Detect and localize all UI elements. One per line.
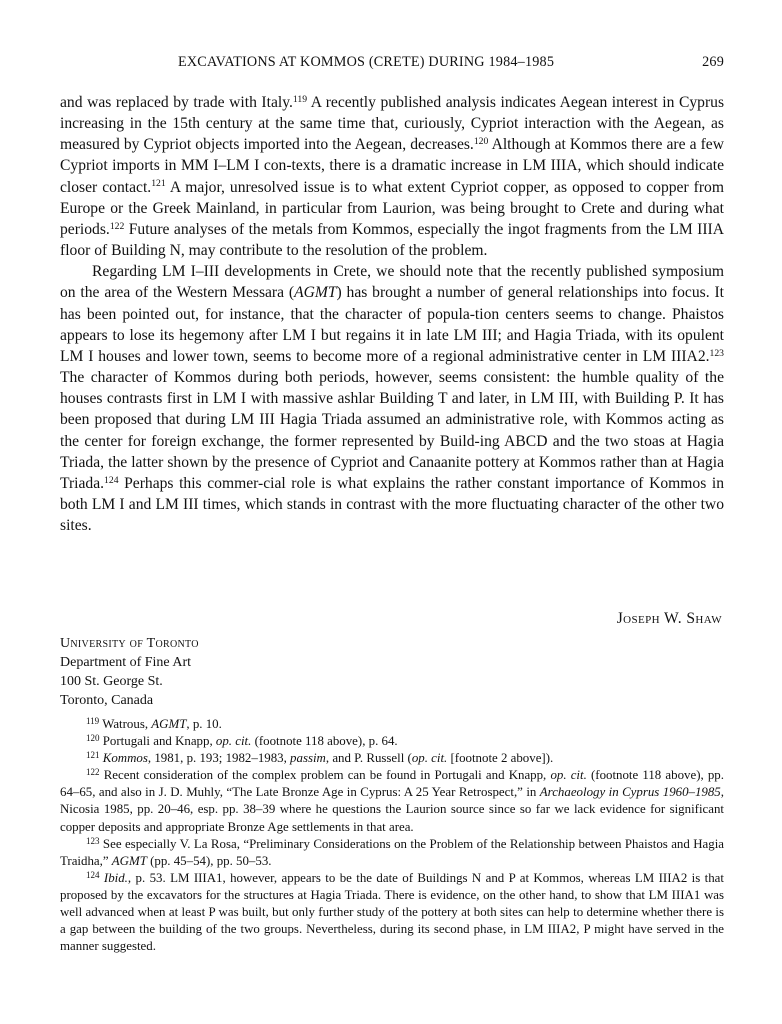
text-run: (footnote 118 above), p. 64. — [251, 734, 398, 749]
footnote-ref-123: 123 — [709, 347, 724, 359]
paragraph-2 — [60, 261, 724, 536]
footnote-120 — [60, 733, 724, 750]
text-run: Regarding LM I–III developments in Crete, we should note that the recently published symposium on the area of the Western Messara ( — [60, 263, 724, 302]
footnote-ref-120: 120 — [473, 136, 489, 147]
text-run: Although at Kommos there are a few Cypriot imports in MM I–LM I con-texts, there is a dramatic increase in LM IIIA, which should indicate closer contact. — [60, 136, 724, 196]
text-run: Recent consideration of the complex problem can be found in Portugali and Knapp, — [99, 768, 551, 783]
footnote-number: 123 — [86, 835, 100, 846]
text-run: Future analyses of the metals from Kommos, especially the ingot fragments from the LM IIIA floor of Building N, may contribute to the resolution of the problem. — [60, 220, 724, 260]
footnote-number: 121 — [86, 750, 100, 761]
text-run: [footnote 2 above]). — [447, 751, 554, 766]
text-run: , p. 10. — [186, 717, 222, 731]
footnote-121 — [60, 750, 724, 767]
footnote-ref-122: 122 — [109, 220, 125, 232]
text-run: Watrous, — [99, 717, 152, 731]
footnote-123 — [60, 836, 724, 870]
text-run: A recently published analysis indicates Aegean interest in Cyprus increasing in the 15th century at the same time that, curiously, Cypriot interaction with the Aegean, as measured by Cypriot objects imported into the Aegean, decreases. — [60, 94, 725, 154]
footnote-ref-121: 121 — [151, 178, 166, 190]
footnote-119 — [60, 716, 724, 733]
italic-run: Kommos — [102, 751, 148, 766]
italic-run: AGMT — [111, 853, 147, 868]
footnote-122 — [60, 767, 724, 835]
text-run: ) has brought a number of general relationships into focus. It has been pointed out, for instance, that the character of popula-tion centers seems to change. Phaistos appears to lose its hegemony after LM I but regains it in late LM III; and Hagia Triada, with its opulent LM I houses and lower town, seems to become more of a regional administrative center in LM IIIA2. — [60, 284, 724, 365]
italic-run: AGMT — [151, 717, 187, 731]
footnote-124 — [60, 870, 724, 955]
abbrev-agmt: AGMT — [294, 284, 337, 302]
text-run: Portugali and Knapp, — [99, 734, 216, 749]
body-text — [60, 92, 724, 536]
text-run: , and P. Russell ( — [325, 751, 412, 766]
text-run: (footnote 118 above), pp. 64–65, and also in J. D. Muhly, “The Late Bronze Age in Cyprus: A 25 Year Retrospect,” in — [60, 768, 724, 800]
text-run: , p. 53. LM IIIA1, however, appears to be the date of Buildings N and P at Kommos, whereas LM IIIA2 is that proposed by the excavators for the structures at Hagia Triada. There is evidence, on the other hand, to show that LM IIIA1 was well advanced when at least P was built, but only further study of the pottery at both sites can help to determine whether there is a gap between the building of the two groups. Nevertheless, during its second phase, in LM IIIA2, P might have served in the manner suggested. — [60, 870, 724, 954]
text-run: See especially V. La Rosa, “Preliminary Considerations on the Problem of the Relationship between Phaistos and Hagia Traidha,” — [60, 836, 724, 868]
footnote-number: 120 — [86, 733, 100, 744]
footnote-number: 119 — [86, 715, 100, 726]
paragraph-1 — [60, 92, 724, 261]
affiliation-department: Department of Fine Art — [60, 655, 192, 670]
text-run: (pp. 45–54), pp. 50–53. — [146, 853, 272, 868]
footnote-number: 124 — [86, 869, 100, 880]
page-number: 269 — [702, 54, 724, 70]
footnote-ref-119: 119 — [292, 93, 308, 105]
italic-run: passim — [290, 751, 326, 766]
author-affiliation — [60, 634, 199, 710]
italic-run: Ibid. — [103, 870, 128, 885]
author-signature: Joseph W. Shaw — [616, 610, 722, 627]
footnote-ref-124: 124 — [104, 474, 119, 486]
text-run: Perhaps this commer-cial role is what explains the rather constant importance of Kommos in both LM I and LM III times, which stands in contrast with the more fluctuating character of the other two sites. — [60, 474, 724, 535]
affiliation-street: 100 St. George St. — [60, 674, 163, 689]
footnote-number: 122 — [86, 767, 100, 778]
running-title: EXCAVATIONS AT KOMMOS (CRETE) DURING 1984–1985 — [178, 54, 555, 70]
italic-run: op. cit. — [411, 751, 448, 766]
italic-run: op. cit. — [215, 734, 252, 749]
text-run: , Nicosia 1985, pp. 20–46, esp. pp. 38–39 where he questions the Laurion source since so far we lack evidence for significant copper deposits and appropriate Bronze Age settlements in that area. — [60, 785, 724, 834]
text-run: A major, unresolved issue is to what extent Cypriot copper, as opposed to copper from Europe or the Greek Mainland, in particular from Laurion, was being brought to Crete and during what periods. — [60, 178, 724, 238]
footnotes — [60, 716, 724, 955]
text-run: , 1981, p. 193; 1982–1983, — [147, 751, 291, 766]
italic-run: Archaeology in Cyprus 1960–1985 — [539, 785, 721, 800]
text-run: and was replaced by trade with Italy. — [60, 94, 293, 111]
affiliation-university: University of Toronto — [60, 636, 199, 651]
text-run: The character of Kommos during both periods, however, seems consistent: the humble quality of the houses contrasts first in LM I with massive ashlar Building T and later, in LM III, with Building P. It has been proposed that during LM III Hagia Triada assumed an administrative role, with Kommos acting as the center for foreign exchange, the former represented by Build-ing ABCD and the two stoas at Hagia Triada, the latter shown by the presence of Cypriot and Canaanite pottery at Kommos rather than at Hagia Triada. — [60, 369, 724, 492]
italic-run: op. cit. — [550, 768, 587, 783]
affiliation-city: Toronto, Canada — [60, 693, 154, 708]
